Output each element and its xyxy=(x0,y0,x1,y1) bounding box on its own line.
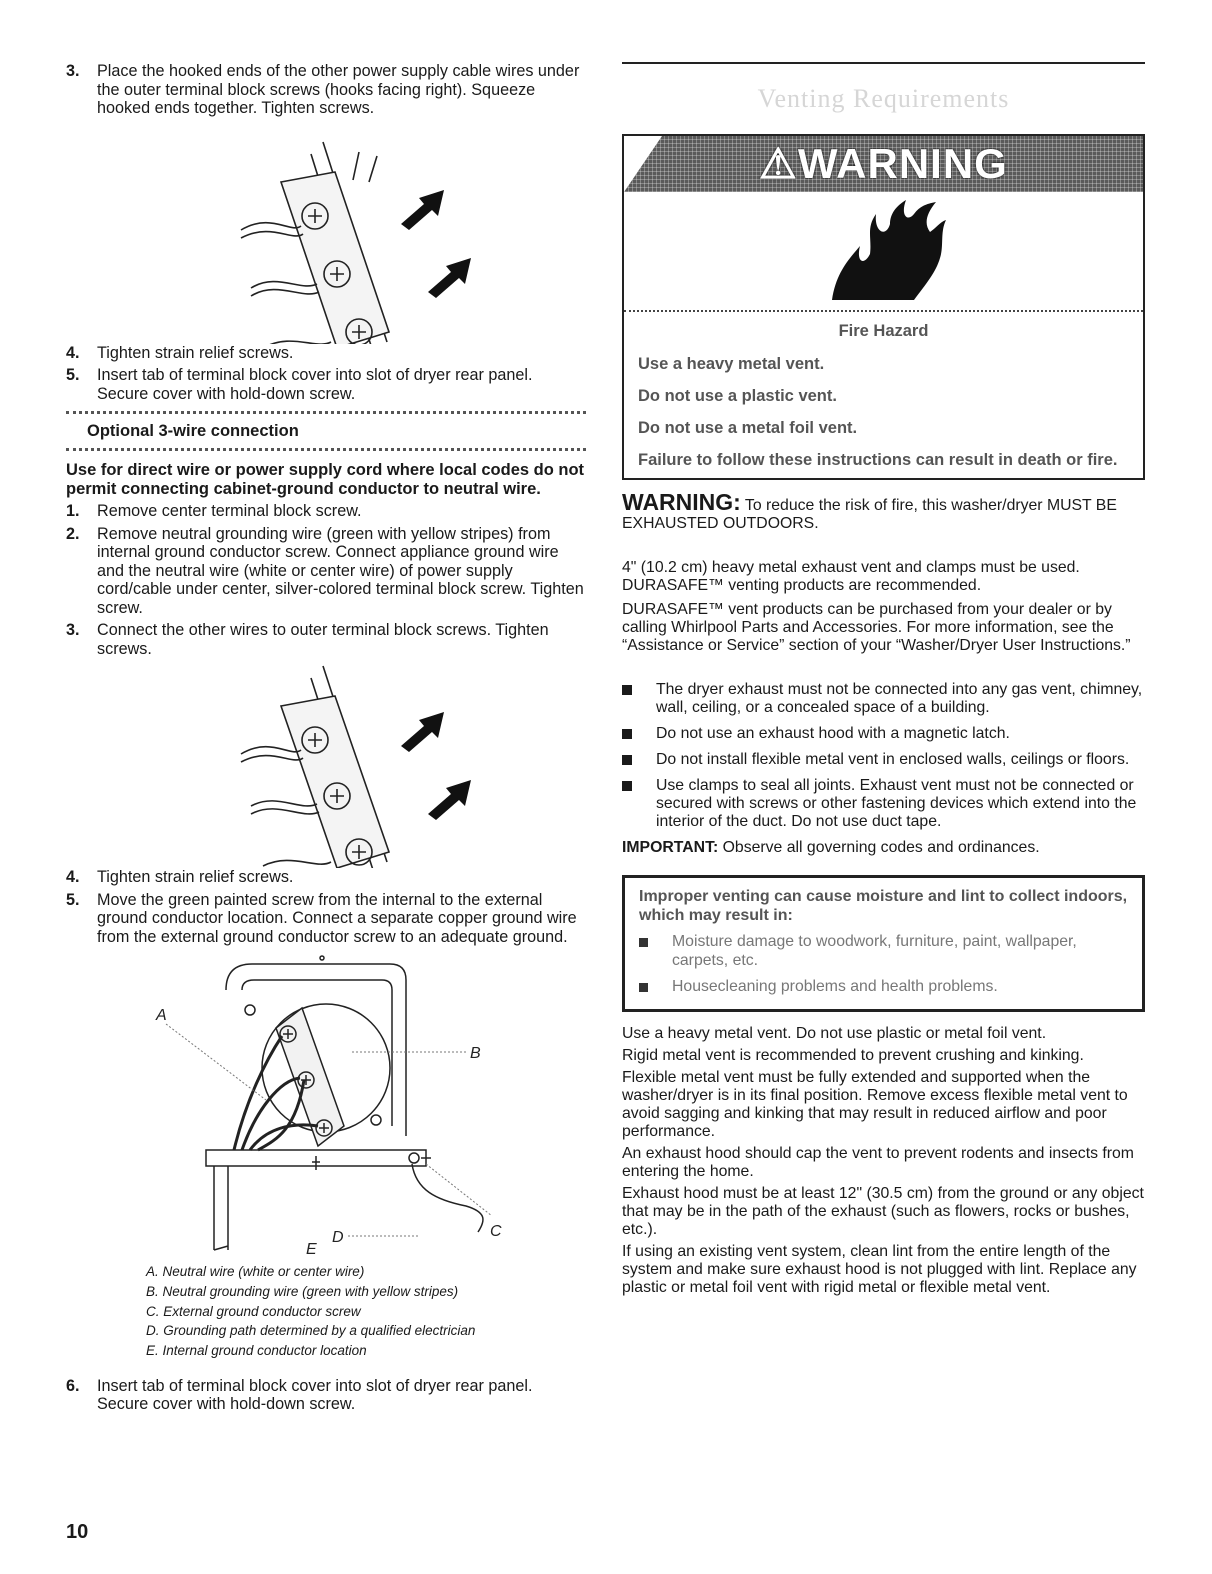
para-vent-size: 4" (10.2 cm) heavy metal exhaust vent and clamps must be used. DURASAFE™ venting products are recommended. xyxy=(622,559,1080,594)
warning-line: Failure to follow these instructions can result in death or fire. xyxy=(638,451,1118,469)
moisture-warning-box xyxy=(622,875,1145,1012)
steps-group-b xyxy=(66,502,586,658)
step-item xyxy=(66,366,586,403)
step-number: 3. xyxy=(66,62,80,80)
important-note xyxy=(622,839,1145,857)
step-number: 4. xyxy=(66,868,80,886)
bullet-square-icon xyxy=(639,938,648,947)
paragraph: An exhaust hood should cap the vent to prevent rodents and insects from entering the home. xyxy=(622,1144,1134,1180)
label-e: E xyxy=(306,1241,317,1256)
warning-label: WARNING: xyxy=(622,489,741,515)
bullet-square-icon xyxy=(622,781,632,791)
bullet-text: Do not install flexible metal vent in enclosed walls, ceilings or floors. xyxy=(656,751,1130,768)
para-durasafe: DURASAFE™ vent products can be purchased from your dealer or by calling Whirlpool Parts and Accessories. For more information, see the “Assistance or Service” section of your “Washer/Dryer User Instructions.” xyxy=(622,601,1131,654)
step-item xyxy=(66,344,586,363)
step-3-hooked-ends xyxy=(66,62,586,118)
step-item xyxy=(66,621,586,658)
step-number: 6. xyxy=(66,1376,80,1395)
paragraph: Exhaust hood must be at least 12" (30.5 cm) from the ground or any object that may be in the path of the exhaust (such as flowers, rocks or bushes, etc.). xyxy=(622,1184,1144,1238)
bullet-text: Do not use an exhaust hood with a magnetic latch. xyxy=(656,725,1010,742)
warning-text: To reduce the risk of fire, this washer/dryer MUST BE EXHAUSTED OUTDOORS. xyxy=(622,497,1117,532)
terminal-block-figure-1 xyxy=(66,122,586,344)
label-d: D xyxy=(332,1229,344,1246)
hazard-title: Fire Hazard xyxy=(838,322,929,340)
step-number: 1. xyxy=(66,502,80,520)
step-text: Place the hooked ends of the other power supply cable wires under the outer terminal block screws (hooks facing right). Squeeze hooked ends together. Tighten screws. xyxy=(97,62,580,117)
page-number: 10 xyxy=(66,1521,89,1543)
step-text: Remove center terminal block screw. xyxy=(97,502,362,520)
step-item xyxy=(66,891,586,947)
warning-box xyxy=(622,134,1145,480)
bullet-item xyxy=(622,725,1145,743)
label-b: B xyxy=(470,1045,481,1062)
important-label: IMPORTANT: xyxy=(622,839,719,856)
bullet-square-icon xyxy=(622,685,632,695)
step-text: Tighten strain relief screws. xyxy=(97,343,294,362)
bullet-item xyxy=(622,751,1145,769)
step-item xyxy=(66,868,586,887)
bullet-item xyxy=(622,777,1145,831)
step-text: Move the green painted screw from the internal to the external ground conductor location. Connect a separate copper ground wire from the external ground conductor screw to an adequate ground. xyxy=(97,890,577,946)
step-text: Remove neutral grounding wire (green with yellow stripes) from internal ground conductor screw. Connect appliance ground wire and the neutral wire (white or center wire) of power supply cord/cable under center, silver-colored terminal block screw. Tighten screw. xyxy=(97,524,584,617)
warning-triangle-icon: ⚠ xyxy=(759,140,798,187)
paragraph: If using an existing vent system, clean lint from the entire length of the system and make sure exhaust hood is not plugged with lint. Replace any plastic or metal foil vent with rigid metal or flexible metal vent. xyxy=(622,1242,1137,1296)
terminal-block-figure-2 xyxy=(66,662,586,868)
divider xyxy=(66,448,586,451)
exhaust-bullets xyxy=(622,681,1145,831)
warning-title xyxy=(624,139,1143,188)
paragraph: Flexible metal vent must be fully extended and supported when the washer/dryer is in its final position. Remove excess flexible metal vent to avoid sagging and kinking that may result in reduced airflow and poor performance. xyxy=(622,1068,1128,1140)
venting-paragraphs xyxy=(622,1025,1145,1297)
step-text: Insert tab of terminal block cover into slot of dryer rear panel. Secure cover with hold-down screw. xyxy=(97,1376,533,1414)
paragraph: Rigid metal vent is recommended to prevent crushing and kinking. xyxy=(622,1046,1084,1064)
left-column xyxy=(66,62,586,1418)
warning-line: Do not use a metal foil vent. xyxy=(638,419,858,437)
bullet-square-icon xyxy=(622,729,632,739)
step-text: Insert tab of terminal block cover into slot of dryer rear panel. Secure cover with hold-down screw. xyxy=(97,366,533,403)
caption-item: E. Internal ground conductor location xyxy=(146,1343,367,1359)
moisture-item xyxy=(625,978,1142,1009)
step-number: 2. xyxy=(66,524,80,543)
step-text: Tighten strain relief screws. xyxy=(97,868,294,886)
moisture-item xyxy=(625,933,1142,978)
bullet-square-icon xyxy=(622,755,632,765)
step-number: 5. xyxy=(66,366,80,384)
step-item xyxy=(66,502,586,521)
optional-3-wire-heading: Optional 3-wire connection xyxy=(87,422,299,440)
moisture-text: Moisture damage to woodwork, furniture, paint, wallpaper, carpets, etc. xyxy=(672,933,1077,969)
warning-line: Use a heavy metal vent. xyxy=(638,355,825,373)
bullet-square-icon xyxy=(639,983,648,992)
fire-icon-area xyxy=(624,192,1143,312)
caption-item: C. External ground conductor screw xyxy=(146,1303,361,1319)
step-text: Connect the other wires to outer terminal block screws. Tighten screws. xyxy=(97,621,549,658)
warning-line: Do not use a plastic vent. xyxy=(638,387,837,405)
step-6 xyxy=(66,1377,586,1414)
terminal-block-illustration xyxy=(66,122,586,344)
important-text: Observe all governing codes and ordinances. xyxy=(718,839,1040,856)
warning-statement xyxy=(622,489,1145,533)
moisture-text: Housecleaning problems and health problems. xyxy=(672,978,998,995)
moisture-heading: Improper venting can cause moisture and lint to collect indoors, which may result in: xyxy=(639,888,1128,924)
fire-icon xyxy=(624,192,1143,310)
terminal-block-illustration xyxy=(66,662,586,868)
caption-item: A. Neutral wire (white or center wire) xyxy=(146,1264,365,1279)
warning-title-text: WARNING xyxy=(797,140,1008,187)
bullet-text: The dryer exhaust must not be connected into any gas vent, chimney, wall, ceiling, or a concealed space of a building. xyxy=(656,681,1143,716)
right-column xyxy=(622,62,1145,1301)
warning-body xyxy=(624,312,1143,478)
warning-banner xyxy=(624,136,1143,192)
bold-intro: Use for direct wire or power supply cord where local codes do not permit connecting cabinet-ground conductor to neutral wire. xyxy=(66,461,585,498)
bullet-item xyxy=(622,681,1145,717)
ground-conductor-figure xyxy=(66,950,586,1256)
label-c: C xyxy=(490,1223,502,1240)
step-number: 5. xyxy=(66,890,80,909)
top-rule xyxy=(622,62,1145,64)
step-item xyxy=(66,525,586,618)
steps-group-c xyxy=(66,868,586,946)
step-number: 4. xyxy=(66,343,80,362)
ground-conductor-illustration xyxy=(66,950,586,1256)
step-number: 3. xyxy=(66,621,80,639)
label-a: A xyxy=(156,1007,167,1024)
section-title: Venting Requirements xyxy=(757,84,1010,113)
caption-item: B. Neutral grounding wire (green with yellow stripes) xyxy=(146,1283,459,1299)
paragraph: Use a heavy metal vent. Do not use plastic or metal foil vent. xyxy=(622,1024,1047,1042)
bullet-text: Use clamps to seal all joints. Exhaust vent must not be connected or secured with screws or other fastening devices which extend into the interior of the duct. Do not use duct tape. xyxy=(656,777,1137,830)
steps-group-a xyxy=(66,344,586,404)
caption-item: D. Grounding path determined by a qualified electrician xyxy=(146,1323,476,1339)
figure-captions xyxy=(66,1262,586,1361)
